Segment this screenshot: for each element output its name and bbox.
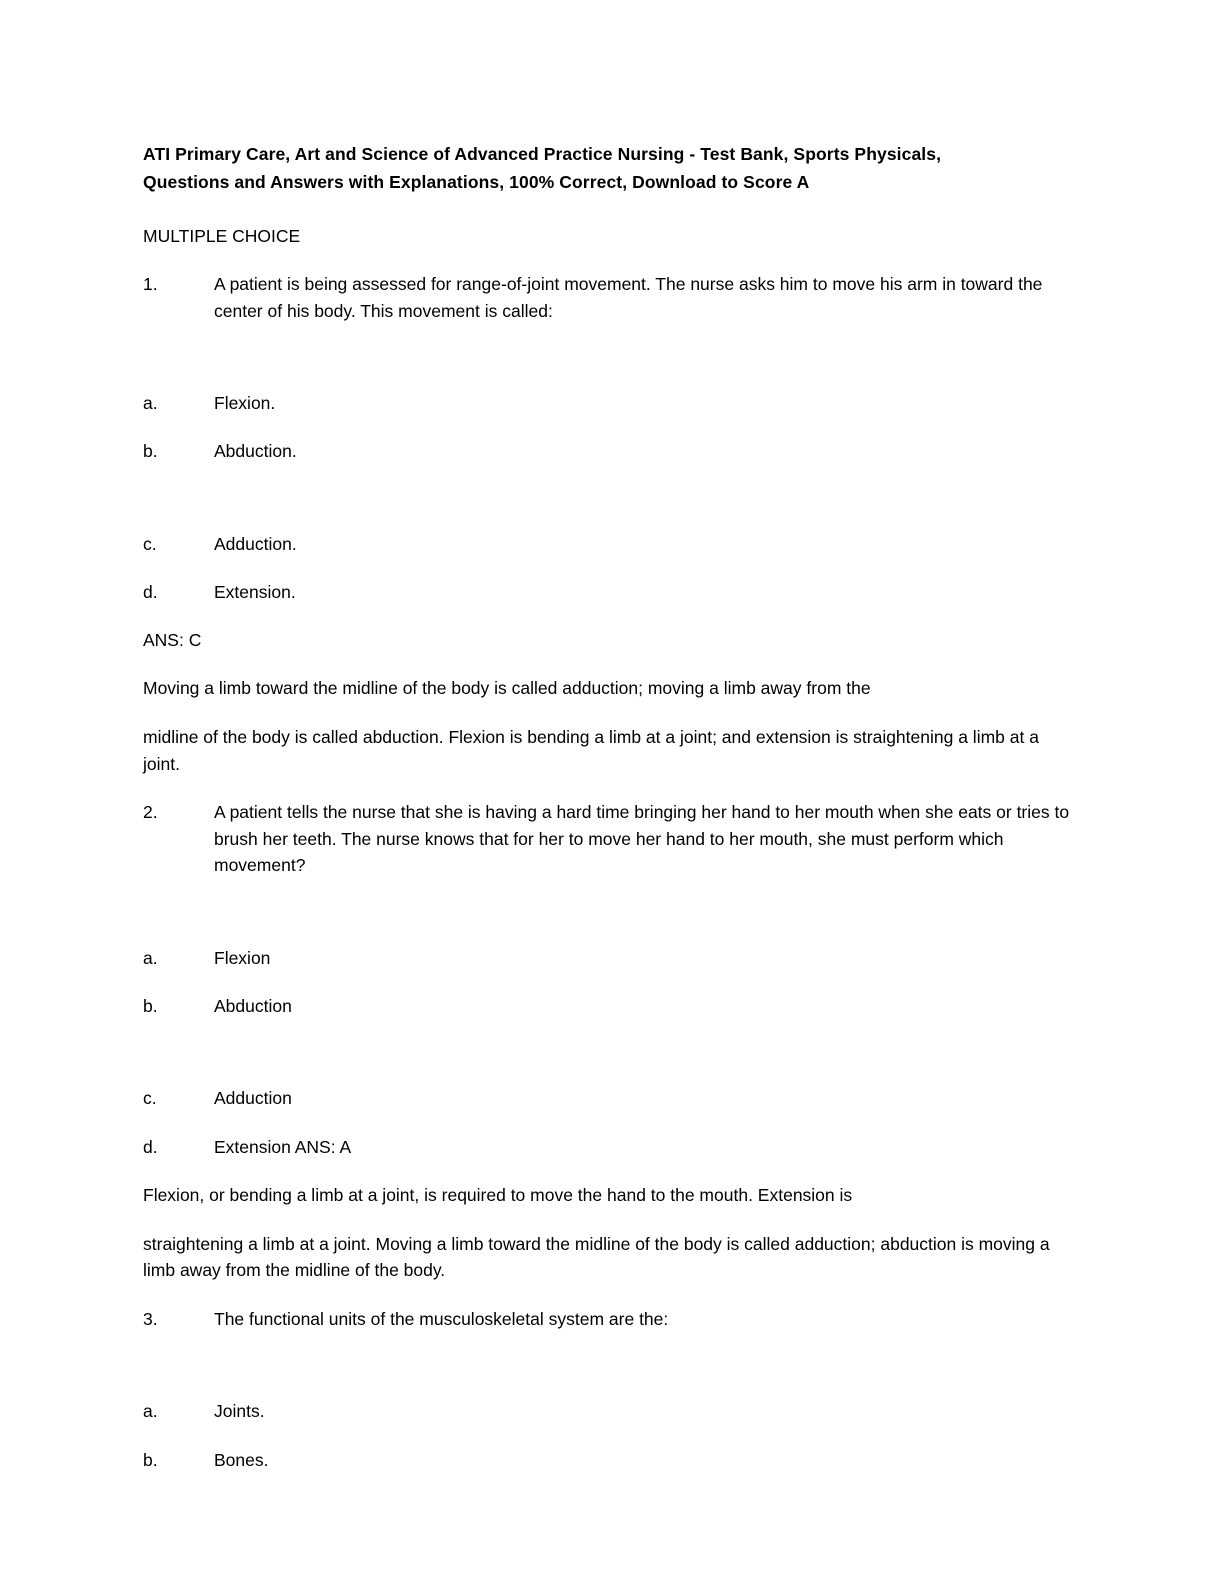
question-2 [143,799,1074,879]
choice-text: Extension ANS: A [214,1136,352,1157]
question-2-number: 2. [143,802,158,823]
choice-text: Bones. [214,1449,269,1470]
question-2-explanation-line-2: straightening a limb at a joint. Moving a limb toward the midline of the body is called adduction; abduction is moving a limb away from the midline of the body. [143,1233,1050,1281]
choice-letter: a. [143,1401,158,1422]
choice-text: Abduction. [214,441,297,462]
question-2-choice-d [143,1134,1074,1160]
question-1-number: 1. [143,273,158,294]
choice-letter: d. [143,581,158,602]
choice-text: Flexion [214,947,271,968]
question-2-explanation-line-1: Flexion, or bending a limb at a joint, is required to move the hand to the mouth. Extension is [143,1184,853,1205]
spacer [143,346,1074,390]
spacer [143,487,1074,531]
question-2-choice-a [143,945,1074,971]
choice-letter: c. [143,1088,157,1109]
spacer [143,901,1074,945]
question-1-choice-b [143,438,1074,464]
choice-text: Extension. [214,581,296,602]
choice-letter: b. [143,1449,158,1470]
question-3-choice-b [143,1447,1074,1473]
question-1-choice-a [143,390,1074,416]
choice-letter: a. [143,947,158,968]
choice-letter: a. [143,393,158,414]
question-1-answer: ANS: C [143,630,202,651]
question-3-text: The functional units of the musculoskeletal system are the: [214,1308,669,1329]
choice-letter: b. [143,996,158,1017]
question-1-explanation-line-2: midline of the body is called abduction. Flexion is bending a limb at a joint; and extension is straightening a limb at a joint. [143,726,1039,774]
choice-text: Adduction [214,1088,292,1109]
question-2-choice-b [143,993,1074,1019]
question-1-text: A patient is being assessed for range-of-joint movement. The nurse asks him to move his arm in toward the center of his body. This movement is called: [214,273,1043,321]
choice-letter: c. [143,533,157,554]
choice-text: Flexion. [214,393,276,414]
question-1-choice-d [143,579,1074,605]
section-label: MULTIPLE CHOICE [143,225,301,246]
choice-text: Abduction [214,996,292,1017]
question-1 [143,271,1074,324]
choice-text: Joints. [214,1401,265,1422]
choice-letter: b. [143,441,158,462]
spacer [143,1354,1074,1398]
question-3 [143,1306,1074,1333]
question-3-number: 3. [143,1308,158,1329]
choice-letter: d. [143,1136,158,1157]
question-2-text: A patient tells the nurse that she is having a hard time bringing her hand to her mouth when she eats or tries to brush her teeth. The nurse knows that for her to move her hand to her mouth, she must perform which movement? [214,802,1070,876]
question-3-choice-a [143,1398,1074,1424]
page-title: ATI Primary Care, Art and Science of Advanced Practice Nursing - Test Bank, Sports Physicals, Questions and Answers with Explanations, 100% Correct, Download to Score A [143,144,942,193]
choice-text: Adduction. [214,533,297,554]
question-1-choice-c [143,531,1074,557]
question-2-choice-c [143,1085,1074,1111]
question-1-explanation-line-1: Moving a limb toward the midline of the body is called adduction; moving a limb away from the [143,678,871,699]
spacer [143,1041,1074,1085]
